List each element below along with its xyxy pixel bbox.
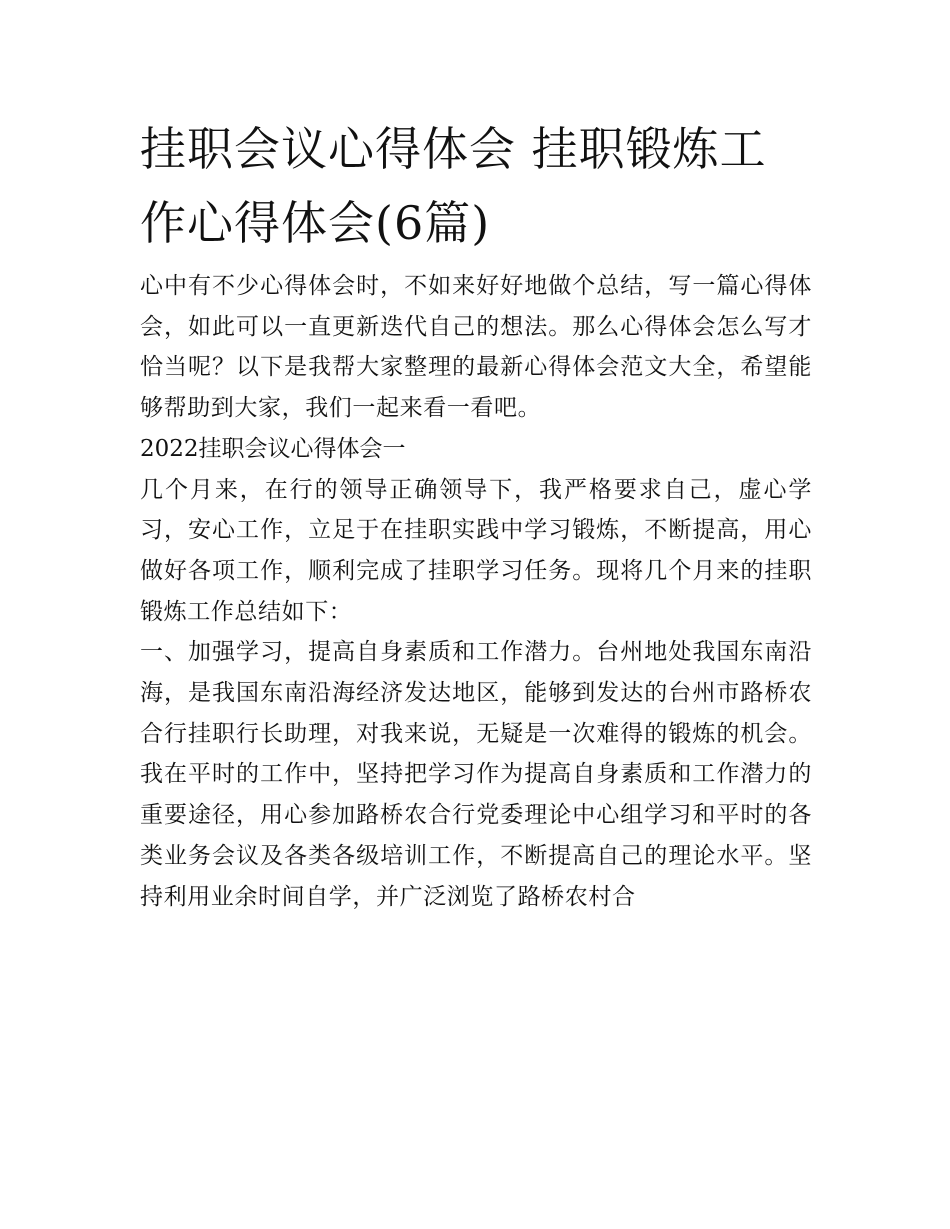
body-paragraph-2: 一、加强学习，提高自身素质和工作潜力。台州地处我国东南沿海，是我国东南沿海经济发达地区，能够到发达的台州市路桥农合行挂职行长助理，对我来说，无疑是一次难得的锻炼的机会。我在平时的工作中，坚持把学习作为提高自身素质和工作潜力的重要途径，用心参加路桥农合行党委理论中心组学习和平时的各类业务会议及各类各级培训工作，不断提高自己的理论水平。坚持利用业余时间自学，并广泛浏览了路桥农村合 <box>140 639 812 910</box>
document-page <box>140 112 812 917</box>
document-title: 挂职会议心得体会 挂职锻炼工作心得体会(6篇) <box>140 122 767 250</box>
body-paragraph-1: 几个月来，在行的领导正确领导下，我严格要求自己，虚心学习，安心工作，立足于在挂职实践中学习锻炼，不断提高，用心做好各项工作，顺利完成了挂职学习任务。现将几个月来的挂职锻炼工作总结如下： <box>140 476 812 625</box>
section-heading: 2022挂职会议心得体会一 <box>140 435 406 462</box>
intro-paragraph: 心中有不少心得体会时，不如来好好地做个总结，写一篇心得体会，如此可以一直更新迭代自己的想法。那么心得体会怎么写才恰当呢？以下是我帮大家整理的最新心得体会范文大全，希望能够帮助到大家，我们一起来看一看吧。 <box>140 273 812 422</box>
